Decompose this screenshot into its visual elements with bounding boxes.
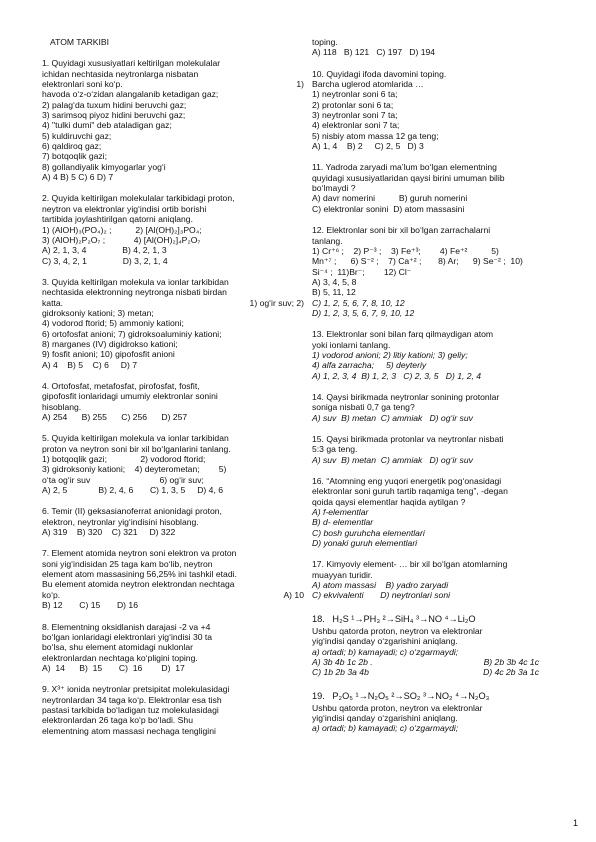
question-19-formula: 19. P₂O₅ ¹→N₂O₅ ²→SO₂ ³→NO₂ ⁴→N₂O₃ [312, 690, 490, 701]
question-14 [312, 392, 577, 423]
question-13-line: 1) vodorod anioni; 2) litiy kationi; 3) geliy; [312, 349, 468, 360]
question-11-answers: C) elektronlar sonini D) atom massasini [312, 203, 465, 214]
question-16-answer: B) d- elementlar [312, 517, 374, 528]
question-18-formula: 18. H₂S ¹→PH₃ ²→SiH₄ ³→NO ⁴→Li₂O [312, 613, 476, 624]
question-9 [42, 684, 304, 736]
question-18-answer-c: C) 1b 2b 3a 4b [312, 667, 369, 678]
question-19-line: a) ortadi; b) kamayadi; c) o‘zgarmaydi; [312, 723, 459, 734]
question-1-answers: A) 4 B) 5 C) 6 D) 7 [42, 172, 114, 183]
page-title: ATOM TARKIBI [50, 37, 110, 47]
question-17-line: 17. Kimyoviy element- … bir xil bo‘lgan atomlarning [312, 559, 508, 570]
question-3-answers: A) 4 B) 5 C) 6 D) 7 [42, 359, 138, 370]
question-9-line: toping. [312, 37, 338, 47]
question-1-line: 4) "tulki dumi" deb ataladigan gaz; [42, 120, 172, 131]
question-12-line: Si⁻⁴ ; 11)Br⁻; 12) Cl⁻ [312, 266, 412, 277]
question-6 [42, 506, 304, 537]
question-3-line: 3. Quyida keltirilgan molekula va ionlar tarkibidan [42, 276, 229, 287]
question-12-line: 1) Cr⁺⁶ ; 2) P⁻³ ; 3) Fe⁺³; 4) Fe⁺² 5) [312, 245, 499, 256]
question-17-answers: C) ekvivalenti D) neytronlari soni [312, 590, 451, 601]
question-3-line: 6) ortofosfat anioni; 7) gidroksoaluminiy kationi; [42, 328, 222, 339]
question-4-line: gipofosfit ionlaridagi umumiy elektronlar sonini [42, 391, 218, 402]
question-5-line: 3) gidroksoniy kationi; 4) deyterometan; 5) [42, 464, 227, 475]
question-9-line: elementning atom massasi nechaga tengligini [42, 725, 216, 736]
question-16-line: qoida qaysi elementlar haqida aytilgan ? [312, 496, 466, 507]
question-3-line: nechtasida elektronning neytronga nisbati birdan [42, 287, 227, 298]
question-12 [312, 225, 577, 318]
question-1-line: 5) kuldiruvchi gaz; [42, 130, 112, 141]
question-11 [312, 162, 577, 214]
question-3-line: 4) vodorod ftorid; 5) ammoniy kationi; [42, 318, 184, 329]
question-8 [42, 622, 304, 674]
question-9-answers: A) 118 B) 121 C) 197 D) 194 [312, 47, 436, 58]
question-7 [42, 548, 304, 610]
question-14-line: 14. Qaysi birikmada neytronlar sonining protonlar [312, 391, 500, 402]
question-7-text: ko‘p. [42, 589, 61, 600]
question-18-answers [312, 657, 577, 667]
question-1 [42, 58, 304, 182]
question-19-line: yig‘indisi qanday o‘zgarishini aniqlang. [312, 712, 458, 723]
question-16-answer: D) yonaki guruh elementlari [312, 538, 418, 549]
question-4-line: hisoblang. [42, 401, 82, 412]
question-13-answers: A) 1, 2, 3, 4 B) 1, 2, 3 C) 2, 3, 5 D) 1, 2, 4 [312, 370, 482, 381]
question-8-line: elektronlardan nechtaga ko‘pligini toping. [42, 652, 198, 663]
question-12-line: tanlang. [312, 235, 343, 246]
question-12-line: 12. Elektronlar soni bir xil bo‘lgan zarrachalarni [312, 225, 491, 236]
question-7-line [42, 590, 304, 600]
question-8-line: bo‘lsa, shu element atomidagi nuklonlar [42, 642, 193, 653]
question-10-line: Barcha uglerod atomlarida … [312, 79, 424, 90]
question-7-line: element atom massasining 56,25% ini tashkil etadi. [42, 569, 237, 580]
question-4-line: 4. Ortofosfat, metafosfat, pirofosfat, fosfit, [42, 380, 200, 391]
question-6-line: elektron, neytronlar yig‘indisini hisoblang. [42, 516, 199, 527]
question-7-line: soni yig‘indisidan 25 taga kam bo‘lib, neytron [42, 558, 213, 569]
question-8-line: bo‘lgan ionlaridagi elektronlari yig‘indisi 30 ta [42, 631, 213, 642]
question-9-line: elektronlardan 26 taga ko‘p bo‘ladi. Shu [42, 715, 193, 726]
question-1-line: 2) palag‘da tuxum hidini beruvchi gaz; [42, 99, 187, 110]
question-6-answers: A) 319 B) 320 C) 321 D) 322 [42, 527, 176, 538]
question-8-line: 8. Elementning oksidlanish darajasi -2 va +4 [42, 621, 211, 632]
question-10-line: 3) neytronlar soni 7 ta; [312, 110, 398, 121]
question-3-text: katta. [42, 297, 64, 308]
question-3-line [42, 298, 304, 308]
question-5-answers: A) 2, 5 B) 2, 4, 6 C) 1, 3, 5 D) 4, 6 [42, 485, 224, 496]
question-16 [312, 476, 577, 548]
question-13-line: 13. Elektronlar soni bilan farq qilmaydigan atom [312, 329, 494, 340]
question-14-answers: A) suv B) metan C) ammiak D) og‘ir suv [312, 412, 473, 423]
question-2-line: 1) (AlOH)₃(PO₄)₂ ; 2) [Al(OH)₂]₃PO₄; [42, 224, 202, 235]
question-5-line: 5. Quyida keltirilgan molekula va ionlar tarkibidan [42, 433, 229, 444]
question-10-line: 2) protonlar soni 6 ta; [312, 99, 394, 110]
question-2-answers: C) 3, 4, 2, 1 D) 3, 2, 1, 4 [42, 255, 168, 266]
question-13-line: yoki ionlarni tanlang. [312, 339, 391, 350]
question-2-line: neytron va elektronlar yig‘indisi ortib borishi [42, 203, 207, 214]
question-5-line: o‘ta og‘ir suv 6) og‘ir suv; [42, 474, 204, 485]
question-19-line: Ushbu qatorda proton, neytron va elektronlar [312, 702, 483, 713]
question-17-line: muayyan turidir. [312, 569, 373, 580]
right-column [312, 37, 577, 745]
question-12-answer: B) 5, 11, 12 [312, 287, 356, 298]
question-3-text: 1) og‘ir suv; 2) [249, 297, 304, 308]
question-12-line: Mn⁺⁷ ; 6) S⁻² ; 7) Ca⁺² ; 8) Ar; 9) Se⁻² ; 10) [312, 256, 523, 267]
question-6-line: 6. Temir (II) geksasianoferrat anionidagi proton, [42, 506, 222, 517]
question-3-line: 8) marganes (IV) digidrokso kationi; [42, 338, 178, 349]
question-13-line: 4) alfa zarracha; 5) deyteriy [312, 360, 427, 371]
question-7-line: 7. Element atomida neytron soni elektron va proton [42, 548, 237, 559]
question-15-line: 15. Qaysi birikmada protonlar va neytronlar nisbati [312, 434, 504, 444]
question-3 [42, 277, 304, 370]
question-4-answers: A) 254 B) 255 C) 256 D) 257 [42, 412, 188, 422]
question-2-line: 3) (AlOH)₂P₂O₇ ; 4) [Al(OH)₂]₄P₂O₇ [42, 234, 201, 245]
left-column [42, 37, 304, 747]
question-12-answer: D) 1, 2, 3, 5, 6, 7, 9, 10, 12 [312, 307, 415, 318]
question-18-answer-b: B) 2b 3b 4c 1c [483, 656, 539, 667]
question-16-answer: A) f-elementlar [312, 507, 369, 518]
question-18-answers [312, 667, 577, 677]
question-16-answer: C) bosh guruhcha elementlari [312, 527, 425, 538]
question-1-line: 7) botqoqlik gazi; [42, 151, 107, 162]
question-17-answers: A) atom massasi B) yadro zaryadi [312, 580, 449, 591]
question-7-answer-a: A) 10 [283, 589, 304, 600]
question-1-line: havoda o‘z-o‘zidan alangalanib ketadigan gaz; [42, 89, 219, 100]
question-10-line: 4) elektronlar soni 7 ta; [312, 120, 400, 131]
question-2 [42, 193, 304, 265]
question-10-line: 1) neytronlar soni 6 ta; [312, 89, 398, 100]
question-18-line: yig‘indisi qanday o‘zgarishini aniqlang. [312, 636, 458, 647]
question-5 [42, 433, 304, 495]
question-13 [312, 329, 577, 381]
question-9-continued [312, 37, 577, 58]
question-10-line: 5) nisbiy atom massa 12 ga teng; [312, 130, 439, 141]
question-17 [312, 559, 577, 600]
question-11-line: bo‘lmaydi ? [312, 183, 356, 194]
question-1-line: ichidan nechtasida neytronlarga nisbatan [42, 68, 199, 79]
question-18-line: Ushbu qatorda proton, neytron va elektronlar [312, 625, 483, 636]
question-7-line: Bu element atomida neytron elektrondan nechtaga [42, 579, 235, 590]
question-11-line: quyidagi xususiyatlaridan qaysi birini umuman bilib [312, 172, 505, 183]
question-10-answers: A) 1, 4 B) 2 C) 2, 5 D) 3 [312, 141, 424, 152]
question-5-line: proton va neytron soni bir xil bo‘lganlarini tanlang. [42, 443, 231, 454]
question-18-line: a) ortadi; b) kamayadi; c) o‘zgarmaydi; [312, 646, 459, 657]
question-18 [312, 612, 577, 678]
question-1-line: 8) gollandiyalik kimyogarlar yog‘i [42, 161, 166, 172]
question-2-line: tartibida joylashtirilgan qatorni aniqlang. [42, 214, 193, 225]
question-14-line: soniga nisbati 0,7 ga teng? [312, 402, 415, 413]
question-9-line: neytronlardan 34 taga ko‘p. Elektronlar esa tish [42, 694, 222, 705]
question-11-answers: A) davr nomerini B) guruh nomerini [312, 193, 468, 204]
question-3-line: 9) fosfit anioni; 10) gipofosfit anioni [42, 349, 175, 360]
question-9-line: 9. X³⁺ ionida neytronlar pretsipitat molekulasidagi [42, 684, 230, 695]
question-11-line: 11. Yadroda zaryadi ma’lum bo‘lgan elementning [312, 162, 497, 173]
question-16-line: elektronlar soni guruh tartib raqamiga teng”, -degan [312, 486, 508, 497]
question-15-answers: A) suv B) metan C) ammiak D) og‘ir suv [312, 454, 473, 465]
question-1-line [42, 79, 304, 89]
question-15-line: 5:3 ga teng. [312, 444, 358, 455]
question-1-line: 3) sarimsoq piyoz hidini beruvchi gaz; [42, 110, 186, 121]
question-1-text: 1) [296, 79, 304, 90]
question-7-answers: B) 12 C) 15 D) 16 [42, 600, 138, 611]
question-4 [42, 381, 304, 422]
question-9-line: pastasi tarkibida bo‘ladigan tuz molekulasidagi [42, 704, 219, 715]
question-8-answers: A) 14 B) 15 C) 16 D) 17 [42, 662, 185, 673]
question-19 [312, 689, 577, 734]
question-2-answers: A) 2, 1, 3, 4 B) 4, 2, 1, 3 [42, 245, 167, 256]
question-3-line: gidroksoniy kationi; 3) metan; [42, 307, 154, 318]
question-18-answer-d: D) 4c 2b 3a 1c [483, 667, 539, 678]
question-12-answer: C) 1, 2, 5, 6, 7, 8, 10, 12 [312, 297, 405, 308]
question-1-line: 1. Quyidagi xususiyatlari keltirilgan molekulalar [42, 58, 221, 69]
page-number: 1 [572, 818, 578, 828]
question-5-line: 1) botqoqlik gazi; 2) vodorod ftorid; [42, 454, 206, 465]
question-18-answer-a: A) 3b 4b 1c 2b . [312, 656, 373, 667]
question-10 [312, 69, 577, 152]
question-1-line: 6) qaldiroq gaz; [42, 141, 102, 152]
question-2-line: 2. Quyida keltirilgan molekulalar tarkibidagi proton, [42, 193, 235, 204]
question-10-line: 10. Quyidagi ifoda davomini toping. [312, 68, 447, 79]
question-1-text: elektronlari soni ko‘p. [42, 79, 123, 90]
question-15 [312, 434, 577, 465]
question-12-answer: A) 3, 4, 5, 8 [312, 276, 357, 287]
question-16-line: 16. “Atomning eng yuqori energetik pog‘onasidagi [312, 476, 502, 487]
